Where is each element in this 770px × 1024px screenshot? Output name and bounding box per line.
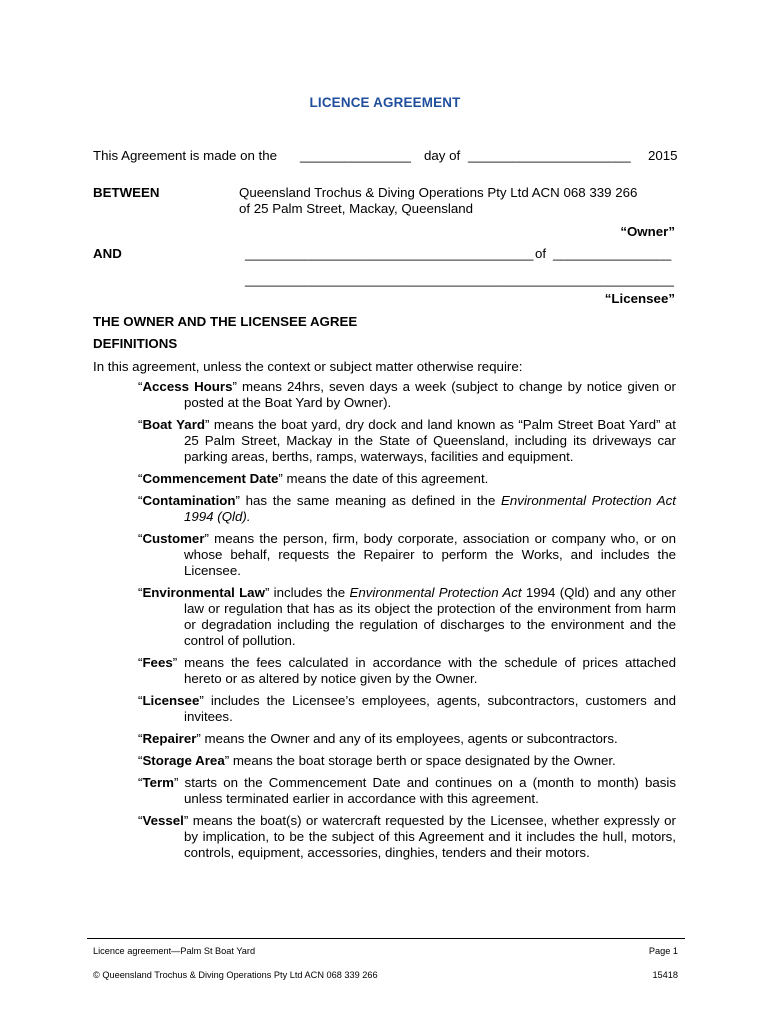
definition-term: Commencement Date [142, 471, 279, 486]
definitions-heading: DEFINITIONS [93, 336, 178, 351]
owner-role: “Owner” [620, 224, 675, 239]
definition-term: Environmental Law [142, 585, 265, 600]
definition-term: Repairer [142, 731, 197, 746]
definition-item: “Storage Area” means the boat storage berth or space designated by the Owner. [138, 753, 616, 768]
licensee-address-blank: ________________ [553, 246, 672, 261]
definition-term: Storage Area [142, 753, 225, 768]
definition-text: means the fees calculated in accordance with the schedule of prices attached hereto or as altered by notice given by the Owner. [177, 655, 676, 686]
definitions-list [138, 379, 676, 867]
definition-item: “Access Hours” means 24hrs, seven days a week (subject to change by notice given or posted at the Boat Yard by Owner). [138, 379, 676, 410]
footer-doc-code: 15418 [652, 970, 678, 980]
document-title: LICENCE AGREEMENT [309, 95, 461, 110]
definition-item: “Customer” means the person, firm, body corporate, association or company who, or on whose behalf, requests the Repairer to perform the Works, and includes the Licensee. [138, 531, 676, 578]
owner-name: Queensland Trochus & Diving Operations Pty Ltd ACN 068 339 266 [239, 185, 638, 200]
definitions-intro: In this agreement, unless the context or subject matter otherwise require: [93, 359, 523, 374]
definition-item: “Contamination” has the same meaning as defined in the Environmental Protection Act 1994 (Qld). [138, 493, 676, 524]
definition-item: “Vessel” means the boat(s) or watercraft requested by the Licensee, whether expressly or by implication, to be the subject of this Agreement and it includes the hull, motors, controls, equipment, accessories, dinghies, tenders and their motors. [138, 813, 676, 860]
definition-term: Contamination [142, 493, 236, 508]
definition-italic-text: Environmental Protection Act 1994 (Qld). [184, 493, 676, 524]
definition-item: “Environmental Law” includes the Environmental Protection Act 1994 (Qld) and any other law or regulation that has as its object the protection of the environment from harm or degradation including the regulation of discharges to the environment and the control of pollution. [138, 585, 676, 648]
definition-term: Access Hours [142, 379, 233, 394]
definition-item: “Fees” means the fees calculated in accordance with the schedule of prices attached hereto or as altered by notice given by the Owner. [138, 655, 676, 686]
definition-text: means the Owner and any of its employees, agents or subcontractors. [200, 731, 618, 746]
definition-text: means the date of this agreement. [282, 471, 489, 486]
intro-day-of: day of [424, 148, 461, 163]
footer-doc-title: Licence agreement—Palm St Boat Yard [93, 946, 256, 956]
definition-text: means the boat storage berth or space designated by the Owner. [229, 753, 616, 768]
definition-item: “Commencement Date” means the date of this agreement. [138, 471, 489, 486]
definition-italic-text: Environmental Protection Act [349, 585, 522, 600]
definition-text: 1994 (Qld) and any other law or regulation that has as its object the protection of the environment from harm or degradation including the regulation of discharges to the environment and the control of pollution. [184, 585, 676, 648]
definition-text: means the boat yard, dry dock and land known as “Palm Street Boat Yard” at 25 Palm Street, Mackay in the State of Queensland, including its driveways car parking areas, berths, ramps, waterways, facilities and equipment. [184, 417, 676, 464]
intro-year: 2015 [648, 148, 678, 163]
footer-copyright: © Queensland Trochus & Diving Operations Pty Ltd ACN 068 339 266 [93, 970, 378, 980]
definition-term: Fees [142, 655, 173, 670]
agree-heading: THE OWNER AND THE LICENSEE AGREE [93, 314, 358, 329]
definition-term: Boat Yard [142, 417, 205, 432]
and-of: of [535, 246, 547, 261]
definition-text: has the same meaning as defined in the [239, 493, 502, 508]
definition-term: Term [142, 775, 174, 790]
licensee-address-blank-2: __________________________________________________________ [245, 272, 674, 287]
date-blank-field: _______________ [300, 148, 411, 163]
month-blank-field: ______________________ [468, 148, 631, 163]
owner-address: of 25 Palm Street, Mackay, Queensland [239, 201, 474, 216]
definition-item: “Boat Yard” means the boat yard, dry dock and land known as “Palm Street Boat Yard” at 25 Palm Street, Mackay in the State of Queensland, including its driveways car parking areas, berths, ramps, waterways, facilities and equipment. [138, 417, 676, 464]
definition-text: means the person, firm, body corporate, association or company who, or on whose behalf, requests the Repairer to perform the Works, and includes the Licensee. [184, 531, 676, 578]
definition-term: Vessel [142, 813, 184, 828]
definition-text: includes the Licensee’s employees, agents, subcontractors, customers and invitees. [184, 693, 676, 724]
definition-text: starts on the Commencement Date and continues on a (month to month) basis unless terminated earlier in accordance with this agreement. [178, 775, 676, 806]
definition-text: includes the [269, 585, 350, 600]
footer-page-number: Page 1 [648, 946, 678, 956]
definition-item: “Repairer” means the Owner and any of its employees, agents or subcontractors. [138, 731, 618, 746]
definition-term: Customer [142, 531, 205, 546]
between-label: BETWEEN [93, 185, 160, 200]
definition-item: “Term” starts on the Commencement Date and continues on a (month to month) basis unless terminated earlier in accordance with this agreement. [138, 775, 676, 806]
definition-term: Licensee [142, 693, 200, 708]
footer-rule [87, 938, 685, 939]
licensee-name-blank: _______________________________________ [245, 246, 534, 261]
definition-text: means the boat(s) or watercraft requested by the Licensee, whether expressly or by implication, to be the subject of this Agreement and it includes the hull, motors, controls, equipment, accessories, dinghies, tenders and their motors. [184, 813, 676, 860]
definition-text: means 24hrs, seven days a week (subject to change by notice given or posted at the Boat Yard by Owner). [184, 379, 676, 410]
definition-item: “Licensee” includes the Licensee’s employees, agents, subcontractors, customers and invitees. [138, 693, 676, 724]
intro-prefix: This Agreement is made on the [93, 148, 278, 163]
and-label: AND [93, 246, 122, 261]
licensee-role: “Licensee” [604, 291, 675, 306]
